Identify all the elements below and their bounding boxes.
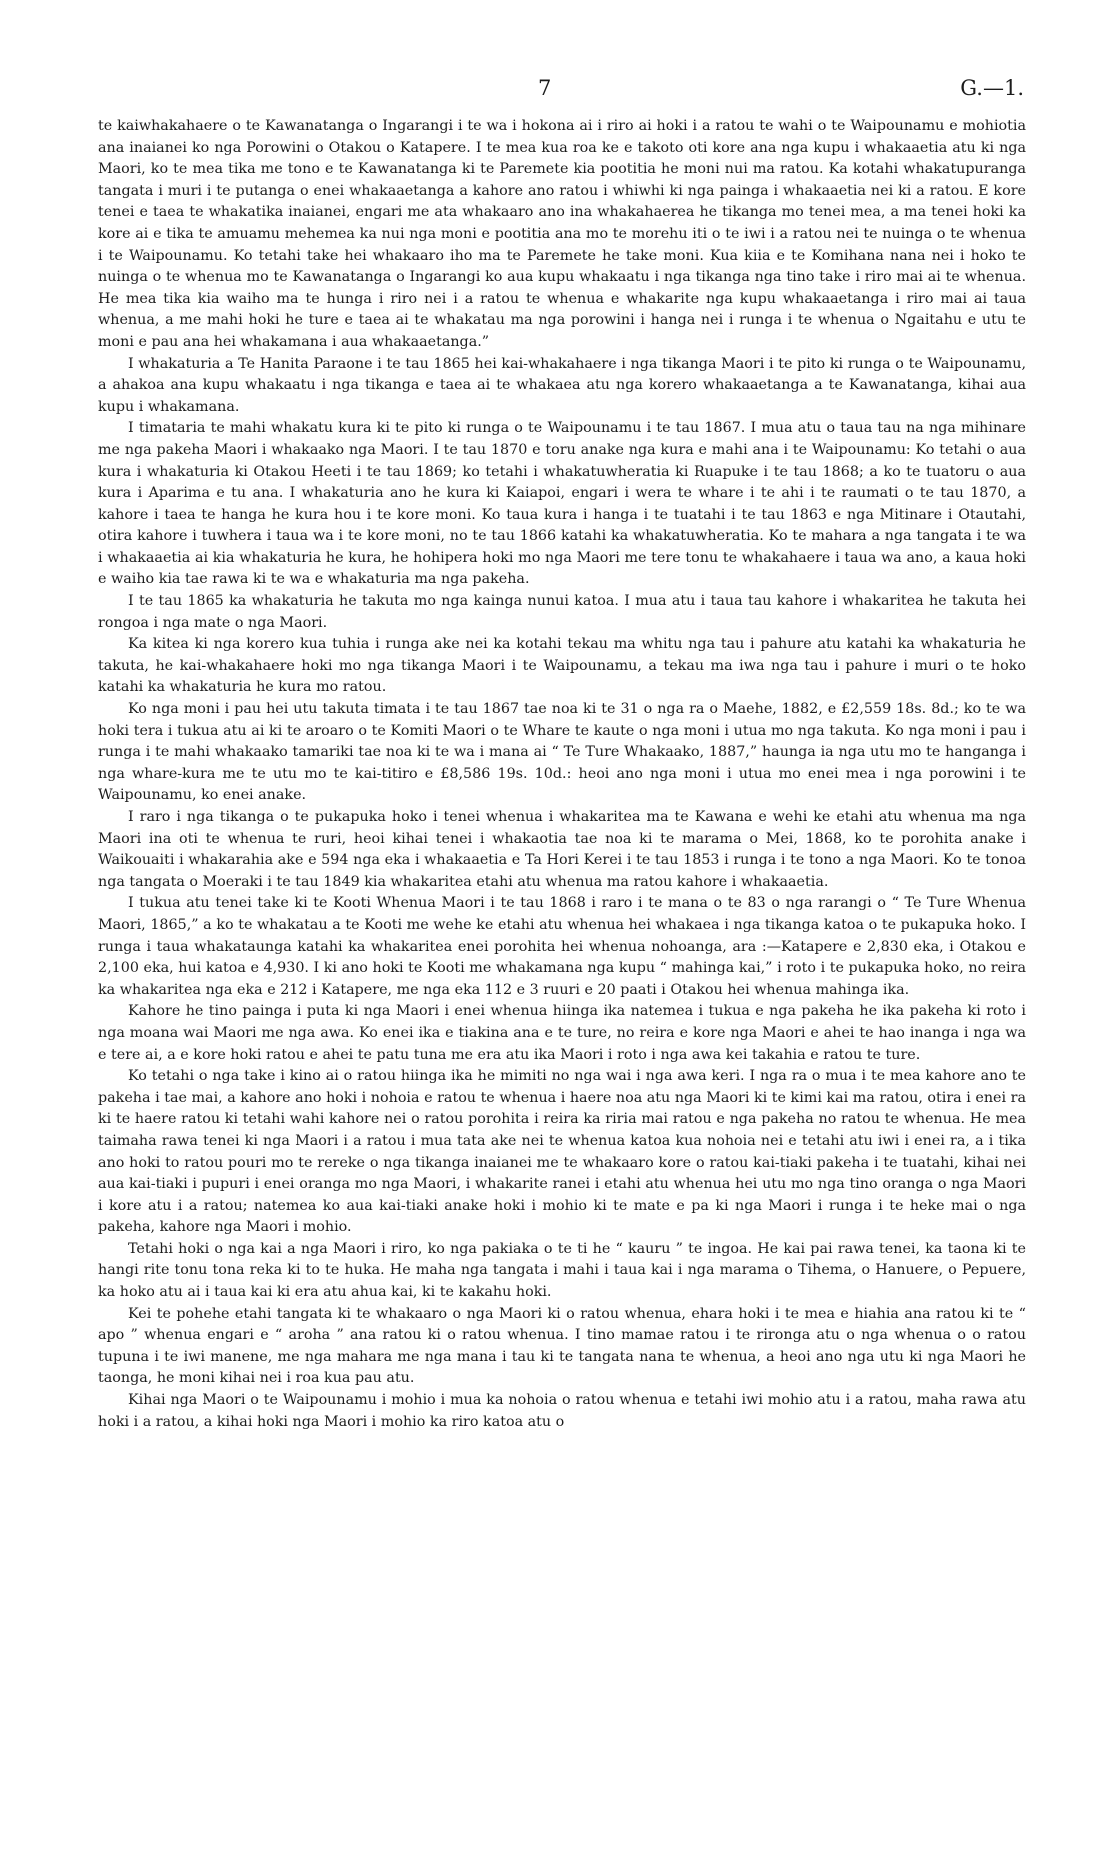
paragraph: I timataria te mahi whakatu kura ki te pito ki runga o te Waipounamu i te tau 1867. I mua atu o taua tau na nga mihinare me nga pakeha Maori i whakaako nga Maori. I te tau 1870 e toru anake nga kura e mahi ana i te Waipounamu: Ko tetahi o aua kura i whakaturia ki Otakou Heeti i te tau 1869; ko tetahi i whakatuwheratia ki Ruapuke i te tau 1868; a ko te tuatoru o aua kura i Aparima e tu ana. I whakaturia ano he kura ki Kaiapoi, engari i wera te whare i te ahi i te raumati o te tau 1870, a kahore i taea te hanga he kura hou i te kore moni. Ko taua kura i hanga i te tuatahi i te tau 1863 e nga Mitinare i Otautahi, otira kahore i tuwhera i taua wa i te kore moni, no te tau 1866 katahi ka whakatuwheratia. Ko te mahara a nga tangata i te wa i whakaaetia ai kia whakaturia he kura, he hohipera hoki mo nga Maori me tere tonu te whakahaere i taua wa ano, a kaua hoki e waiho kia tae rawa ki te wa e whakaturia ma nga pakeha. xyxy=(98,420,1026,588)
paragraph: Kei te pohehe etahi tangata ki te whakaaro o nga Maori ki o ratou whenua, ehara hoki i te mea e hiahia ana ratou ki te “ apo ” whenua engari e “ aroha ” ana ratou ki o ratou whenua. I tino mamae ratou i te rironga atu o nga whenua o o ratou tupuna i te iwi manene, me nga mahara me nga mana i tau ki te tangata nana te whenua, a heoi ano nga utu ki nga Maori he taonga, he moni kihai nei i roa kua pau atu. xyxy=(98,1305,1026,1387)
page-header xyxy=(98,76,1026,116)
body-text xyxy=(98,116,1026,1433)
paragraph: I tukua atu tenei take ki te Kooti Whenua Maori i te tau 1868 i raro i te mana o te 83 o nga rarangi o “ Te Ture Whenua Maori, 1865,” a ko te whakatau a te Kooti me wehe ke etahi atu whenua hei whakaea i nga tikanga katoa o te pukapuka hoko. I runga i taua whakataunga katahi ka whakaritea enei porohita hei whenua nohoanga, ara :—Katapere e 2,830 eka, i Otakou e 2,100 eka, hui katoa e 4,930. I ki ano hoki te Kooti me whakamana nga kupu “ mahinga kai,” i roto i te pukapuka hoko, no reira ka whakaritea nga eka e 212 i Katapere, me nga eka 112 e 3 ruuri e 20 paati i Otakou hei whenua mahinga ika. xyxy=(98,895,1026,998)
paragraph: te kaiwhakahaere o te Kawanatanga o Ingarangi i te wa i hokona ai i riro ai hoki i a ratou te wahi o te Waipounamu e mohiotia ana inaianei ko nga Porowini o Otakou o Katapere. I te mea kua roa ke e takoto oti kore ana nga kupu i whakaaetia atu ki nga Maori, ko te mea tika me tono e te Kawanatanga ki te Paremete kia pootitia he moni nui ma ratou. Ka kotahi whakatupuranga tangata i muri i te putanga o enei whakaaetanga a kahore ano ratou i whiwhi ki nga painga i whakaaetia nei ki a ratou. E kore tenei e taea te whakatika inaianei, engari me ata whakaaro ano ina whakahaerea he tikanga mo tenei mea, a ma tenei hoki ka kore ai e tika te amuamu mehemea ka nui nga moni e pootitia ana mo te morehu iti o te iwi i a ratou nei te nuinga o te whenua i te Waipounamu. Ko tetahi take hei whakaaro iho ma te Paremete he take moni. Kua kiia e te Komihana nana nei i hoko te nuinga o te whenua mo te Kawanatanga o Ingarangi ko aua kupu whakaatu i nga tikanga nga tino take i riro mai ai te whenua. He mea tika kia waiho ma te hunga i riro nei i a ratou te whenua e whakarite nga kupu whakaaetanga i riro mai ai taua whenua, a me mahi hoki he ture e taea ai te whakatau ma nga porowini i hanga nei i runga i te whenua o Ngaitahu e utu te moni e pau ana hei whakamana i aua whakaaetanga.” xyxy=(98,118,1026,350)
paragraph: Ka kitea ki nga korero kua tuhia i runga ake nei ka kotahi tekau ma whitu nga tau i pahure atu katahi ka whakaturia he takuta, he kai-whakahaere hoki mo nga tikanga Maori i te Waipounamu, a tekau ma iwa nga tau i pahure i muri o te hoko katahi ka whakaturia he kura mo ratou. xyxy=(98,636,1026,696)
page-number: 7 xyxy=(538,76,552,100)
paragraph: Kihai nga Maori o te Waipounamu i mohio i mua ka nohoia o ratou whenua e tetahi iwi mohio atu i a ratou, maha rawa atu hoki i a ratou, a kihai hoki nga Maori i mohio ka riro katoa atu o xyxy=(98,1392,1026,1430)
paragraph: I whakaturia a Te Hanita Paraone i te tau 1865 hei kai-whakahaere i nga tikanga Maori i te pito ki runga o te Waipounamu, a ahakoa ana kupu whakaatu i nga tikanga e taea ai te whakaea atu nga korero whakaaetanga a te Kawanatanga, kihai aua kupu i whakamana. xyxy=(98,355,1026,415)
paragraph: Tetahi hoki o nga kai a nga Maori i riro, ko nga pakiaka o te ti he “ kauru ” te ingoa. He kai pai rawa tenei, ka taona ki te hangi rite tonu tona reka ki to te huka. He maha nga tangata i mahi i taua kai i nga marama o Tihema, o Hanuere, o Pepuere, ka hoko atu ai i taua kai ki era atu ahua kai, ki te kakahu hoki. xyxy=(98,1240,1026,1301)
paragraph: Ko tetahi o nga take i kino ai o ratou hiinga ika he mimiti no nga wai i nga awa keri. I nga ra o mua i te mea kahore ano te pakeha i tae mai, a kahore ano hoki i nohoia e ratou te whenua i haere noa atu nga Maori ki te kimi kai ma ratou, otira i enei ra ki te haere ratou ki tetahi wahi kahore nei o ratou porohita i reira ka riria mai ratou e nga pakeha no ratou te whenua. He mea taimaha rawa tenei ki nga Maori i a ratou i mua tata ake nei te whenua katoa kua nohoia nei e tetahi atu iwi i enei ra, a i tika ano hoki to ratou pouri mo te rereke o nga tikanga inaianei me te whakaaro kore o ratou kai-tiaki pakeha i te tuatahi, kihai nei aua kai-tiaki i pupuri i enei oranga mo nga Maori, i whakarite ranei i etahi atu whenua hei utu mo nga tino oranga o nga Maori i kore atu i a ratou; natemea ko aua kai-tiaki anake hoki i mohio ki te mate e pa ki nga Maori i runga i te heke mai o nga pakeha, kahore nga Maori i mohio. xyxy=(98,1068,1026,1236)
paragraph: I te tau 1865 ka whakaturia he takuta mo nga kainga nunui katoa. I mua atu i taua tau kahore i whakaritea he takuta hei rongoa i nga mate o nga Maori. xyxy=(98,593,1026,631)
paragraph: I raro i nga tikanga o te pukapuka hoko i tenei whenua i whakaritea ma te Kawana e wehi ke etahi atu whenua ma nga Maori ina oti te whenua te ruri, heoi kihai tenei i whakaotia tae noa ki te marama o Mei, 1868, ko te porohita anake i Waikouaiti i whakarahia ake e 594 nga eka i whakaaetia e Ta Hori Kerei i te tau 1853 i runga i te tono a nga Maori. Ko te tonoa nga tangata o Moeraki i te tau 1849 kia whakaritea etahi atu whenua ma ratou kahore i whakaaetia. xyxy=(98,809,1026,890)
document-reference: G.—1. xyxy=(960,76,1024,100)
paragraph: Ko nga moni i pau hei utu takuta timata i te tau 1867 tae noa ki te 31 o nga ra o Maehe, 1882, e £2,559 18s. 8d.; ko te wa hoki tera i tukua atu ai ki te aroaro o te Komiti Maori o te Whare te kaute o nga moni i utua mo nga takuta. Ko nga moni i pau i runga i te mahi whakaako tamariki tae noa ki te wa i mana ai “ Te Ture Whakaako, 1887,” haunga ia nga utu mo te hanganga i nga whare-kura me te utu mo te kai-titiro e £8,586 19s. 10d.: heoi ano nga moni i utua mo enei mea i nga porowini i te Waipounamu, ko enei anake. xyxy=(98,701,1026,804)
paragraph: Kahore he tino painga i puta ki nga Maori i enei whenua hiinga ika natemea i tukua e nga pakeha he ika pakeha ki roto i nga moana wai Maori me nga awa. Ko enei ika e tiakina ana e te ture, no reira e kore nga Maori e ahei te hao inanga i nga wa e tere ai, a e kore hoki ratou e ahei te patu tuna me era atu ika Maori i roto i nga awa kei takahia e ratou te ture. xyxy=(98,1003,1026,1063)
